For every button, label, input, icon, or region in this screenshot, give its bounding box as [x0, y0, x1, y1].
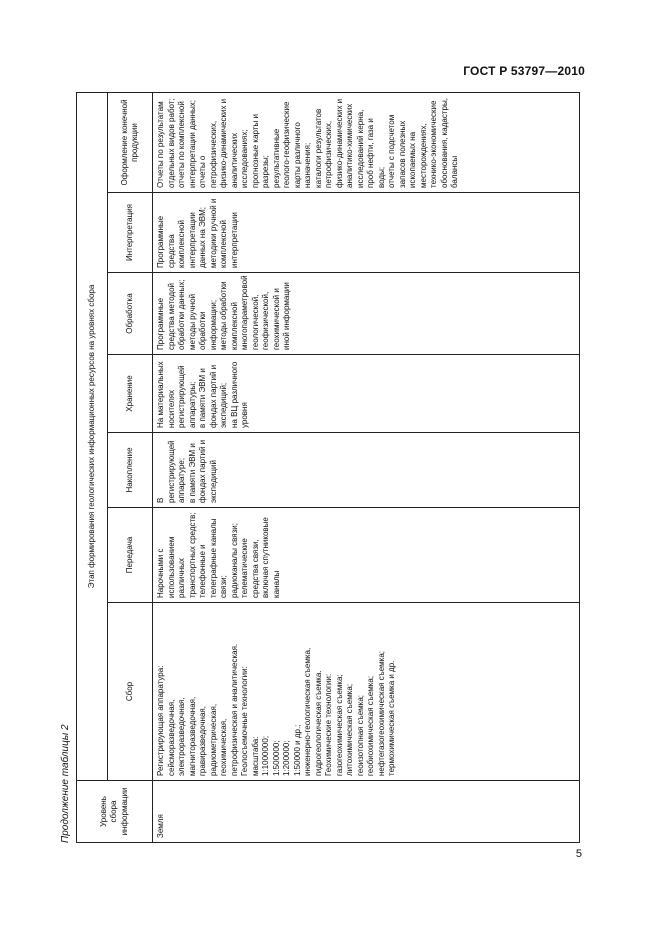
resources-table	[76, 92, 580, 843]
column-header-processing: Обработка	[108, 273, 153, 355]
column-header-collection: Сбор	[108, 603, 153, 781]
collection-cell: Регистрирующая аппаратура: сейсморазведочная, электроразведочная, магниторазведочная, гравиразведочная, радиометрическая, геохимическая, петрофизическая и аналитическая. Геолосъемочные технологии: масштаба: 1:1000000; 1:500000; 1:200000; 1:50000 и др.; инженерно-геологическая съемка, гидрогеологическая съемка. Геохимические технологии: газогеохимическая съемка; литохимическая съемка; геоизотопная съемка; геобиохимическая съемка; нефтегазогеохимическая съемка; термохимическая съемка и др.	[153, 603, 580, 781]
interpretation-cell: Программные средства комплексной интерпретации данных на ЭВМ; методики ручной и комплексной интерпретации	[153, 193, 580, 273]
transfer-cell: Нарочными с использованием различных транспортных средств; телефонные и телеграфные каналы связи; радиоканалы связи; телематические средства связи, включая спутниковые каналы	[153, 508, 580, 603]
rotated-table-area	[60, 93, 580, 843]
level-header: Уровень сбора информации	[77, 781, 153, 843]
stage-header: Этап формирования геологических информационных ресурсов на уровнях сбора	[77, 92, 108, 780]
column-header-transfer: Передача	[108, 508, 153, 603]
column-header-output: Оформление конечной продукции	[108, 92, 153, 192]
column-header-accumulation: Накопление	[108, 433, 153, 508]
output-cell: Отчеты по результатам отдельных видов работ; отчеты по комплексной интерпретации данных; отчеты о петрофизических, физико-динамических и аналитических исследованиях; прогнозные карты и разрезы; результативные геолого-геофизические карты различного назначения; каталоги результатов петрофизических, физико-динамических и аналитико-химических исследований керна, проб нефти, газа и воды; отчеты с подсчетом запасов полезных ископаемых на месторождениях, технико-экономические обоснования, кадастры, балансы	[153, 92, 580, 192]
continuation-caption: Продолжение таблицы 2	[60, 724, 71, 843]
table-row	[153, 92, 580, 842]
storage-cell: На материальных носителях регистрирующей аппаратуры; в памяти ЭВМ и фондах партий и экспедиций; на ВЦ различного уровня	[153, 355, 580, 433]
page-number: 5	[575, 848, 582, 860]
standard-header: ГОСТ Р 53797—2010	[463, 64, 585, 78]
column-header-interpretation: Интерпретация	[108, 193, 153, 273]
accumulation-cell: В регистрирующей аппаратуре; в памяти ЭВМ и фондах партий и экспедиций	[153, 433, 580, 508]
column-header-storage: Хранение	[108, 355, 153, 433]
processing-cell: Программные средства методой обработки данных; методы ручной обработки информации; методы обработки комплексной многопараметровой геологической, геофизической, геохимической и иной информации	[153, 273, 580, 355]
level-cell: Земля	[153, 781, 580, 843]
